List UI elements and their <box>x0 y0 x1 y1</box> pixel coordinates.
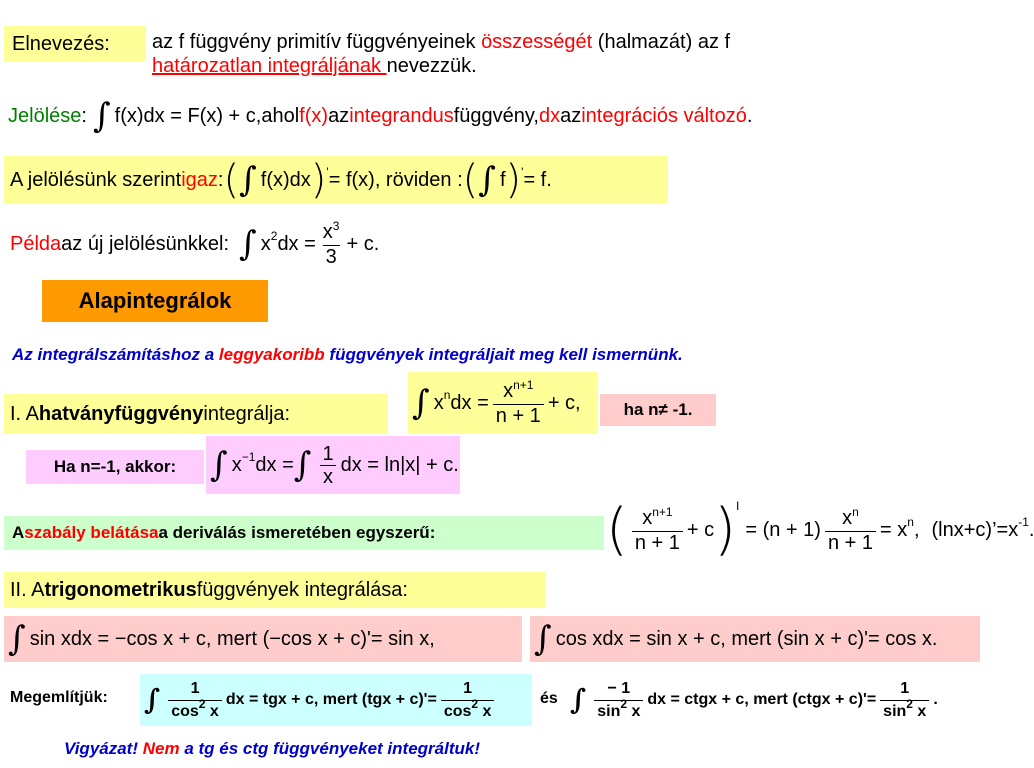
true-statement-text-b: igaz <box>181 169 218 191</box>
example-formula <box>239 218 380 268</box>
power-fraction <box>493 377 544 427</box>
trig-section-title <box>4 572 546 608</box>
sin-integral-text: sin xdx = −cos x + c, mert (−cos x + c)'= sin x, <box>29 627 435 650</box>
example-text: az új jelölésünkkel: <box>61 233 230 255</box>
example-row <box>10 212 610 276</box>
right-paren-icon: ) <box>714 497 737 562</box>
trig-title-a: II. A <box>10 579 45 601</box>
notation-label: Jelölése <box>8 105 82 127</box>
naming-text <box>152 30 1012 78</box>
power-num: x <box>503 379 514 402</box>
naming-text-c: (halmazát) az f <box>592 31 731 53</box>
reciprocal-formula <box>210 443 459 488</box>
power-section-title <box>4 394 388 434</box>
reciprocal-num: 1 <box>322 442 334 465</box>
tan-den-sup: 2 <box>198 696 206 711</box>
rule-eq2: = x <box>880 518 908 541</box>
rule-formula-area <box>606 490 1034 570</box>
example-den: 3 <box>323 245 340 268</box>
intro-note <box>12 344 1012 366</box>
true-statement-f2: = f(x), röviden : <box>328 169 463 191</box>
tan-den2-end: x <box>478 702 492 720</box>
cot-den2-sup: 2 <box>906 696 913 711</box>
integral-sign-icon: ∫ <box>478 160 496 200</box>
reciprocal-f2: dx = <box>255 453 294 476</box>
reciprocal-f1-sup: −1 <box>241 450 256 464</box>
power-formula-box <box>408 372 598 434</box>
cot-fraction-1 <box>594 678 643 723</box>
naming-text-b: összességét <box>481 31 593 53</box>
power-f1-sup: n <box>443 388 451 402</box>
tan-fraction-1 <box>168 678 222 723</box>
naming-text-d: határozatlan integráljának <box>152 55 387 77</box>
notation-text-e: függvény, <box>453 105 539 127</box>
integral-sign-icon: ∫ <box>293 445 312 485</box>
reciprocal-formula-box <box>206 436 460 494</box>
rule-n2: x <box>842 506 853 529</box>
cot-num: − 1 <box>607 679 631 697</box>
integral-sign-icon: ∫ <box>570 683 587 716</box>
cot-num2: 1 <box>900 679 910 697</box>
example-f1: x <box>260 233 271 255</box>
cot-end: . <box>933 691 938 708</box>
left-paren-icon: ( <box>606 497 628 562</box>
integral-sign-icon: ∫ <box>92 96 111 136</box>
tan-integral-box <box>140 674 532 726</box>
reciprocal-den: x <box>320 465 336 488</box>
ln-derivative-end: . <box>1028 518 1034 541</box>
reciprocal-fraction <box>319 443 336 488</box>
cot-integral <box>570 678 938 723</box>
reciprocal-f1: x <box>231 453 242 476</box>
integral-sign-icon: ∫ <box>534 619 552 659</box>
naming-text-e: nevezzük. <box>386 55 477 77</box>
power-title-c: integrálja: <box>203 403 291 425</box>
rule-b: szabály belátása <box>24 523 159 542</box>
power-f2: dx = <box>450 391 489 414</box>
power-num-sup: n+1 <box>513 377 534 392</box>
rule-eq: = (n + 1) <box>745 518 821 541</box>
rule-p1: + c <box>686 518 715 541</box>
naming-text-a: az f függvény primitív függvényeinek <box>152 31 482 53</box>
cot-fraction-2 <box>880 678 929 723</box>
rule-n1-sup: n+1 <box>652 504 673 519</box>
example-label: Példa <box>10 233 62 255</box>
rule-d1: n + 1 <box>632 531 683 554</box>
right-paren-icon: ) <box>505 157 522 203</box>
notation-row <box>8 98 1018 134</box>
cot-den: sin <box>597 702 621 720</box>
cot-den-end: x <box>627 702 641 720</box>
integral-sign-icon: ∫ <box>239 160 257 200</box>
integral-sign-icon: ∫ <box>239 224 257 264</box>
cot-den2-end: x <box>912 702 927 720</box>
example-f1-sup: 2 <box>270 229 278 243</box>
mention-label: Megemlítjük: <box>10 689 108 706</box>
rule-d2: n + 1 <box>825 531 876 554</box>
tan-num2: 1 <box>463 679 473 697</box>
rule-formula <box>606 497 1034 562</box>
example-num: x <box>322 220 333 243</box>
rule-eq2-sup: n <box>907 515 914 529</box>
tan-den2-sup: 2 <box>471 696 479 711</box>
power-condition: ha n≠ -1. <box>600 394 716 426</box>
integral-sign-icon: ∫ <box>8 619 26 659</box>
true-statement-f1: f(x)dx <box>260 169 311 191</box>
cos-integral-box <box>530 616 980 662</box>
power-formula <box>412 377 581 427</box>
notation-text-f: dx <box>538 105 561 127</box>
notation-text-d: integrandus <box>349 105 454 127</box>
notation-text-c: az <box>328 105 350 127</box>
rule-fraction-1 <box>632 504 683 554</box>
ln-derivative-sup: -1 <box>1018 515 1029 529</box>
trig-title-c: függvények integrálása: <box>196 579 408 601</box>
true-statement-box <box>4 156 668 204</box>
power-den: n + 1 <box>493 404 544 427</box>
integral-sign-icon: ∫ <box>210 445 228 485</box>
example-f2: dx = <box>277 233 316 255</box>
right-paren-icon: ) <box>310 157 327 203</box>
tan-den: cos <box>171 702 199 720</box>
rule-eq3: , <box>913 518 920 541</box>
rule-n1: x <box>642 506 653 529</box>
and-label: és <box>540 690 558 707</box>
prime-mark: ' <box>326 165 329 179</box>
example-num-sup: 3 <box>332 218 340 233</box>
notation-text-b: f(x) <box>299 105 329 127</box>
reciprocal-f3: dx = ln|x| + c. <box>340 453 459 476</box>
cot-text: dx = ctgx + c, mert (ctgx + c)'= <box>647 691 877 708</box>
tan-text: dx = tgx + c, mert (tgx + c)'= <box>225 691 437 708</box>
notation-text-i: . <box>746 105 753 127</box>
intro-note-b: leggyakoribb <box>218 345 325 364</box>
notation-text-h: integrációs változó <box>581 105 747 127</box>
power-f3: + c, <box>547 391 581 414</box>
example-fraction <box>320 218 343 268</box>
warning-a: Vigyázat! <box>64 739 143 758</box>
reciprocal-label: Ha n=-1, akkor: <box>26 450 204 484</box>
notation-text-a: ahol <box>261 105 300 127</box>
basic-integrals-heading: Alapintegrálok <box>42 280 268 322</box>
integral-sign-icon: ∫ <box>144 683 161 716</box>
warning-b: Nem <box>142 739 180 758</box>
left-paren-icon: ( <box>462 157 479 203</box>
true-statement-text-a: A jelölésünk szerint <box>10 169 182 191</box>
integral-sign-icon: ∫ <box>412 383 430 423</box>
sin-integral <box>8 619 435 659</box>
true-statement-f4: = f. <box>523 169 552 191</box>
power-title-b: hatványfüggvény <box>38 403 204 425</box>
notation-formula <box>92 96 262 136</box>
left-paren-icon: ( <box>223 157 240 203</box>
cos-integral-text: cos xdx = sin x + c, mert (sin x + c)'= cos x. <box>555 627 938 650</box>
prime-mark: ' <box>521 165 524 179</box>
cot-den-sup: 2 <box>620 696 628 711</box>
warning-c: a tg és ctg függvényeket integráltuk! <box>179 739 480 758</box>
rule-c: a deriválás ismeretében egyszerű: <box>158 523 436 542</box>
rule-a: A <box>12 523 25 542</box>
tan-den-end: x <box>205 702 219 720</box>
cot-integral-box <box>570 674 1002 726</box>
tan-den2: cos <box>443 702 472 720</box>
tan-fraction-2 <box>441 678 495 723</box>
tan-integral <box>144 678 498 723</box>
rule-n2-sup: n <box>852 504 859 519</box>
power-title-a: I. A <box>10 403 39 425</box>
true-statement-formula <box>223 157 552 203</box>
intro-note-c: függvények integráljait meg kell ismernünk. <box>324 345 683 364</box>
true-statement-f3: f <box>499 169 506 191</box>
cos-integral <box>534 619 938 659</box>
notation-text-g: az <box>560 105 582 127</box>
naming-label: Elnevezés: <box>4 26 146 62</box>
intro-note-a: Az integrálszámításhoz a <box>12 345 219 364</box>
notation-colon: : <box>81 105 87 127</box>
sin-integral-box <box>4 616 522 662</box>
warning-note <box>64 738 864 760</box>
rule-prime: I <box>736 499 740 513</box>
power-f1: x <box>433 391 444 414</box>
rule-fraction-2 <box>825 504 876 554</box>
cot-den2: sin <box>883 702 907 720</box>
trig-title-b: trigonometrikus <box>44 579 197 601</box>
tan-num: 1 <box>190 679 200 697</box>
notation-formula-text: f(x)dx = F(x) + c, <box>114 105 262 127</box>
example-f3: + c. <box>346 233 380 255</box>
ln-derivative: (lnx+c)’=x <box>931 518 1019 541</box>
true-statement-text-c: : <box>217 169 224 191</box>
rule-box <box>4 516 604 550</box>
